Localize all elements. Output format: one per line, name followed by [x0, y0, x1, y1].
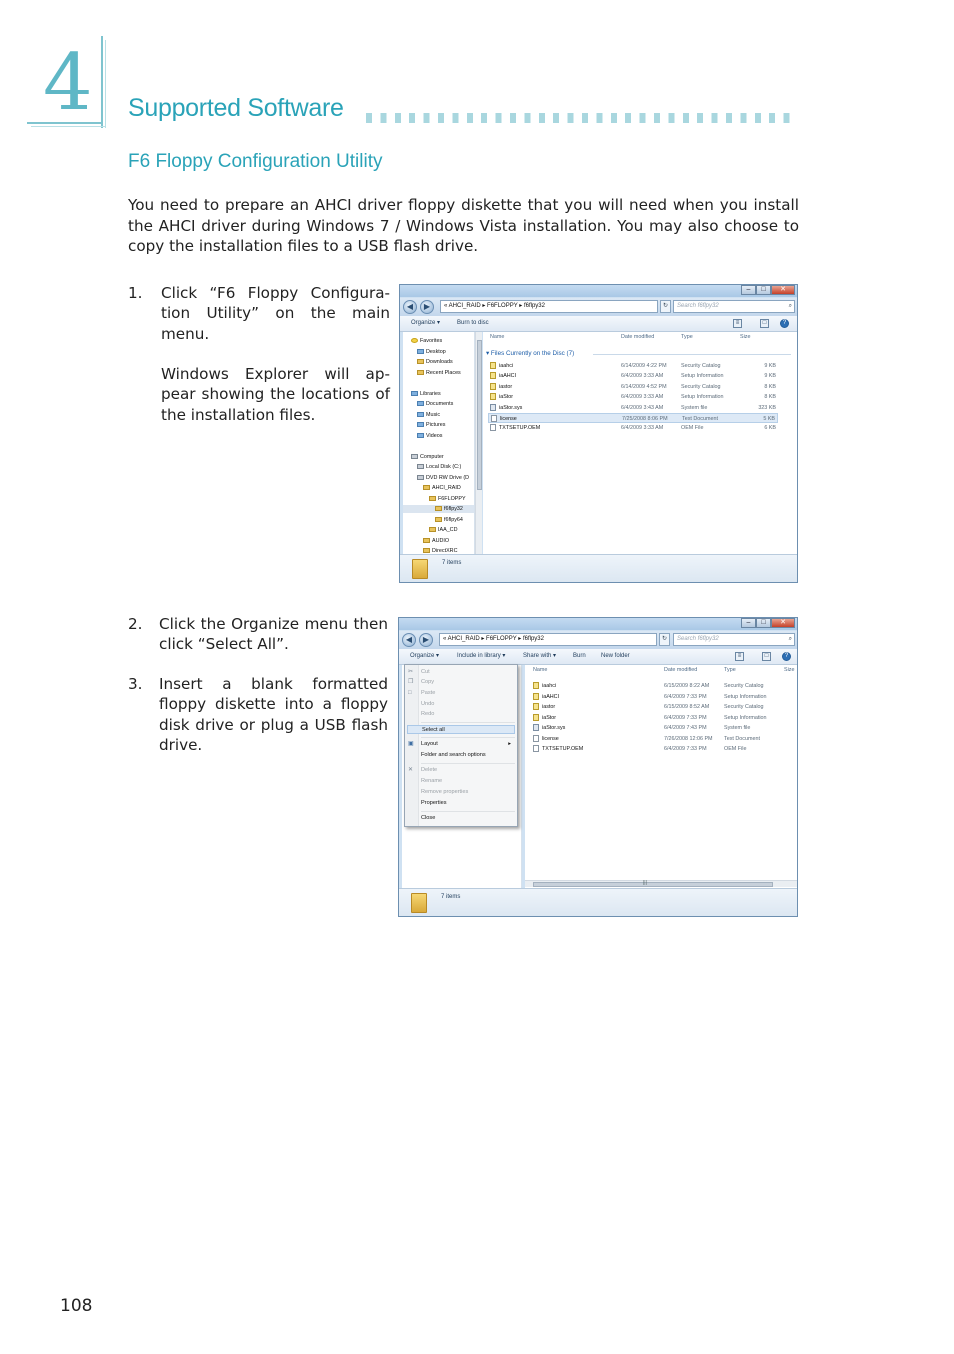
documents-icon: [417, 401, 424, 406]
preview-pane-icon[interactable]: □: [762, 652, 771, 661]
nav-favorites[interactable]: Favorites: [411, 337, 442, 345]
folder-icon: [435, 517, 442, 522]
delete-icon: ✕: [408, 767, 414, 773]
menu-rename[interactable]: Rename: [421, 778, 443, 784]
file-type: Text Document: [682, 416, 718, 422]
desktop-icon: [417, 349, 424, 354]
maximize-icon[interactable]: □: [756, 618, 771, 628]
column-name[interactable]: Name: [533, 667, 548, 673]
column-size[interactable]: Size: [784, 667, 795, 673]
file-date: 6/4/2009 3:33 AM: [621, 394, 664, 401]
menu-delete[interactable]: Delete: [421, 767, 438, 773]
layout-icon: ▣: [408, 741, 414, 747]
file-type: System file: [724, 725, 751, 731]
file-icon: [533, 693, 539, 700]
explorer-window-2: [398, 617, 798, 917]
folder-icon: [423, 485, 430, 490]
videos-icon: [417, 433, 424, 438]
nav-dvd-drive[interactable]: DVD RW Drive (D: [417, 474, 469, 482]
navigation-bar: [399, 631, 797, 649]
menu-remove-properties[interactable]: Remove properties: [421, 789, 469, 795]
file-icon: [533, 714, 539, 721]
navigation-bar: [400, 298, 797, 316]
close-icon[interactable]: ✕: [771, 285, 795, 295]
command-toolbar: [399, 649, 797, 665]
file-row[interactable]: [531, 692, 793, 702]
folder-icon: [417, 359, 424, 364]
menu-select-all[interactable]: Select all: [407, 725, 515, 734]
folder-icon: [411, 893, 427, 913]
copy-icon: ❐: [408, 679, 414, 685]
status-bar: [400, 554, 797, 582]
horizontal-scrollbar[interactable]: [525, 880, 797, 887]
forward-arrow-icon[interactable]: ▶: [419, 633, 433, 647]
drive-icon: [417, 464, 424, 469]
file-icon: [533, 724, 539, 731]
section-heading: F6 Floppy Configuration Utility: [128, 151, 383, 172]
file-size: 5 KB: [763, 416, 775, 422]
nav-f6flpy32[interactable]: f6flpy32: [403, 505, 475, 513]
step-3: [128, 674, 390, 764]
paste-icon: □: [408, 690, 412, 696]
file-row[interactable]: [488, 392, 778, 402]
maximize-icon[interactable]: □: [756, 285, 771, 295]
nav-documents[interactable]: Documents: [417, 400, 453, 408]
explorer-window-1: [399, 284, 798, 583]
file-row[interactable]: [531, 744, 793, 754]
file-name: iastor: [490, 382, 512, 392]
file-row[interactable]: [488, 413, 778, 423]
address-bar[interactable]: « AHCI_RAID ▸ F6FLOPPY ▸ f6flpy32: [440, 300, 658, 313]
folder-icon: [412, 559, 428, 579]
menu-undo[interactable]: Undo: [421, 701, 435, 707]
minimize-icon[interactable]: –: [741, 285, 756, 295]
file-row[interactable]: [531, 734, 793, 744]
file-date: 6/14/2009 4:22 PM: [621, 363, 667, 369]
folder-icon: [429, 527, 436, 532]
step-1: [128, 283, 390, 433]
nav-downloads[interactable]: Downloads: [417, 358, 453, 366]
intro-paragraph: You need to prepare an AHCI driver floppy diskette that you will need when you install the AHCI driver during Windows 7 / Windows Vista installation. You may also choose to copy the installation files to a USB flash drive.: [128, 196, 799, 256]
address-bar[interactable]: « AHCI_RAID ▸ F6FLOPPY ▸ f6flpy32: [439, 633, 657, 646]
nav-desktop[interactable]: Desktop: [417, 348, 446, 356]
file-icon: [490, 362, 496, 369]
file-type: Setup Information: [681, 373, 724, 380]
file-date: 6/4/2009 7:33 PM: [664, 746, 707, 752]
file-date: 6/4/2009 3:33 AM: [621, 425, 664, 432]
file-name: iaStor.sys: [533, 723, 565, 733]
back-arrow-icon[interactable]: ◀: [402, 633, 416, 647]
file-row[interactable]: [531, 723, 793, 733]
file-type: Text Document: [724, 735, 760, 742]
file-type: Security Catalog: [681, 383, 721, 390]
preview-pane-icon[interactable]: □: [760, 319, 769, 328]
forward-arrow-icon[interactable]: ▶: [420, 300, 434, 314]
file-name: license: [533, 734, 559, 744]
file-size: 9 KB: [764, 363, 776, 369]
include-in-library-button[interactable]: Include in library ▾: [457, 653, 506, 659]
item-count: 7 items: [442, 560, 462, 566]
column-date-modified[interactable]: Date modified: [664, 667, 698, 673]
command-toolbar: [400, 316, 797, 332]
file-row[interactable]: [488, 423, 778, 433]
view-options-icon[interactable]: ≡: [733, 319, 742, 328]
file-name: iaStor: [533, 713, 556, 723]
menu-close[interactable]: Close: [421, 815, 436, 821]
library-icon: [411, 391, 418, 396]
step-number: 3.: [128, 675, 143, 693]
share-with-button[interactable]: Share with ▾: [523, 653, 557, 659]
nav-music[interactable]: Music: [417, 411, 440, 419]
title-bar: [400, 285, 797, 297]
refresh-icon[interactable]: ↻: [659, 633, 670, 646]
organize-button[interactable]: Organize ▾: [411, 320, 441, 326]
menu-properties[interactable]: Properties: [421, 800, 447, 806]
back-arrow-icon[interactable]: ◀: [403, 300, 417, 314]
file-type: OEM File: [681, 425, 704, 432]
folder-icon: [423, 538, 430, 543]
search-placeholder: Search f6flpy32: [677, 303, 719, 309]
file-date: 6/4/2009 7:43 PM: [664, 725, 707, 731]
nav-iaa-cd[interactable]: IAA_CD: [429, 526, 457, 534]
search-input[interactable]: [673, 300, 795, 313]
file-row[interactable]: [488, 361, 778, 371]
nav-ahci-raid[interactable]: AHCI_RAID: [423, 484, 461, 492]
file-date: 6/15/2009 8:52 AM: [664, 704, 710, 710]
group-header[interactable]: ▾ Files Currently on the Disc (7): [486, 350, 575, 357]
menu-layout[interactable]: Layout ▸: [421, 741, 511, 747]
item-count: 7 items: [441, 894, 461, 900]
file-icon: [490, 404, 496, 411]
nav-f6floppy[interactable]: F6FLOPPY: [429, 495, 466, 503]
file-name: TXTSETUP.OEM: [533, 744, 583, 754]
file-row[interactable]: [488, 382, 778, 392]
nav-f6flpy64[interactable]: f6flpy64: [435, 516, 463, 524]
step-note: Windows Explorer will ap-pear showing the locations of the installation files.: [161, 365, 390, 424]
search-icon[interactable]: ⌕: [788, 303, 792, 309]
file-type: OEM File: [724, 746, 747, 752]
nav-directxrc[interactable]: DirectXRC: [423, 547, 457, 555]
chapter-title: Supported Software: [128, 94, 344, 122]
star-icon: [411, 338, 418, 343]
file-date: 6/14/2009 4:52 PM: [621, 383, 667, 390]
column-type[interactable]: Type: [681, 334, 693, 340]
nav-scrollbar[interactable]: [475, 332, 482, 556]
file-icon: [491, 415, 497, 422]
file-row[interactable]: [531, 713, 793, 723]
title-dots-divider: [366, 113, 798, 123]
file-date: 7/25/2008 8:06 PM: [622, 416, 668, 422]
nav-computer[interactable]: Computer: [411, 453, 444, 461]
submenu-arrow-icon: ▸: [508, 741, 511, 747]
menu-paste[interactable]: Paste: [421, 690, 436, 696]
file-type: Security Catalog: [681, 363, 721, 369]
file-name: TXTSETUP.OEM: [490, 423, 540, 433]
file-icon: [533, 745, 539, 752]
step-text: Insert a blank formatted floppy diskette into a floppy disk drive or plug a USB flash drive.: [159, 675, 388, 754]
menu-cut[interactable]: Cut: [421, 669, 430, 675]
file-type: Setup Information: [724, 714, 767, 721]
file-size: 9 KB: [764, 373, 776, 380]
file-name: iaStor.sys: [490, 403, 522, 413]
file-icon: [490, 383, 496, 390]
help-icon[interactable]: ?: [780, 319, 789, 328]
music-icon: [417, 412, 424, 417]
step-2: [128, 614, 390, 664]
file-size: 8 KB: [764, 394, 776, 401]
menu-redo[interactable]: Redo: [421, 711, 435, 717]
file-name: iaAHCI: [533, 692, 559, 702]
file-list: [525, 665, 797, 888]
file-name: iastor: [533, 702, 555, 712]
file-row[interactable]: [531, 681, 793, 691]
nav-pictures[interactable]: Pictures: [417, 421, 445, 429]
column-size[interactable]: Size: [740, 334, 751, 340]
refresh-icon[interactable]: ↻: [660, 300, 671, 313]
dvd-icon: [417, 475, 424, 480]
file-list: [483, 332, 797, 556]
cut-icon: ✂: [408, 669, 414, 675]
file-icon: [490, 393, 496, 400]
step-number: 2.: [128, 615, 143, 633]
title-bar: [399, 618, 797, 630]
scroll-grip-icon: |||: [643, 880, 647, 886]
nav-audio[interactable]: AUDIO: [423, 537, 449, 545]
menu-folder-search-options[interactable]: Folder and search options: [421, 752, 486, 758]
file-date: 6/4/2009 7:33 PM: [664, 714, 707, 721]
folder-icon: [423, 548, 430, 553]
column-name[interactable]: Name: [490, 334, 505, 340]
file-date: 6/15/2009 8:22 AM: [664, 683, 710, 689]
file-icon: [490, 372, 496, 379]
file-size: 323 KB: [758, 404, 776, 411]
pictures-icon: [417, 422, 424, 427]
help-icon[interactable]: ?: [782, 652, 791, 661]
file-type: Security Catalog: [724, 704, 764, 710]
file-date: 7/26/2008 12:06 PM: [664, 735, 713, 742]
search-input[interactable]: [673, 633, 795, 646]
file-size: 8 KB: [764, 383, 776, 390]
file-icon: [490, 424, 496, 431]
file-icon: [533, 703, 539, 710]
minimize-icon[interactable]: –: [741, 618, 756, 628]
file-type: System file: [681, 404, 708, 411]
file-row[interactable]: [488, 403, 778, 413]
status-bar: [399, 888, 797, 916]
file-type: Setup Information: [724, 693, 767, 700]
close-icon[interactable]: ✕: [771, 618, 795, 628]
burn-to-disc-button[interactable]: Burn to disc: [457, 320, 489, 326]
file-date: 6/4/2009 3:43 AM: [621, 404, 664, 411]
file-size: 6 KB: [764, 425, 776, 432]
computer-icon: [411, 454, 418, 459]
file-name: iaahci: [533, 681, 556, 691]
burn-button[interactable]: Burn: [573, 653, 586, 659]
folder-icon: [435, 506, 442, 511]
search-placeholder: Search f6flpy32: [677, 636, 719, 642]
file-name: license: [491, 414, 517, 424]
file-name: iaAHCI: [490, 371, 516, 381]
nav-videos[interactable]: Videos: [417, 432, 442, 440]
nav-libraries[interactable]: Libraries: [411, 390, 441, 398]
file-row[interactable]: [531, 702, 793, 712]
view-options-icon[interactable]: ≡: [735, 652, 744, 661]
column-type[interactable]: Type: [724, 667, 736, 673]
chapter-marker: [27, 36, 105, 128]
new-folder-button[interactable]: New folder: [601, 653, 630, 659]
file-date: 6/4/2009 3:33 AM: [621, 373, 664, 380]
menu-copy[interactable]: Copy: [421, 679, 435, 685]
organize-button[interactable]: Organize ▾: [410, 653, 440, 659]
step-number: 1.: [128, 284, 143, 302]
step-text: Click “F6 Floppy Configura-tion Utility” on the main menu.: [161, 284, 390, 343]
step-text: Click the Organize menu then click “Select All”.: [159, 615, 388, 654]
page-number: 108: [60, 1296, 93, 1316]
search-icon[interactable]: ⌕: [788, 636, 792, 642]
file-name: iaStor: [490, 392, 513, 402]
file-icon: [533, 735, 539, 742]
file-icon: [533, 682, 539, 689]
file-row[interactable]: [488, 371, 778, 381]
folder-icon: [417, 370, 424, 375]
file-type: Security Catalog: [724, 683, 764, 689]
file-type: Setup Information: [681, 394, 724, 401]
column-date-modified[interactable]: Date modified: [621, 334, 655, 340]
folder-icon: [429, 496, 436, 501]
nav-local-disk[interactable]: Local Disk (C:): [417, 463, 461, 471]
organize-menu: [404, 664, 518, 827]
file-date: 6/4/2009 7:33 PM: [664, 693, 707, 700]
chapter-number: 4: [43, 38, 93, 128]
navigation-pane: [403, 332, 475, 556]
nav-recent-places[interactable]: Recent Places: [417, 369, 461, 377]
file-name: iaahci: [490, 361, 513, 371]
